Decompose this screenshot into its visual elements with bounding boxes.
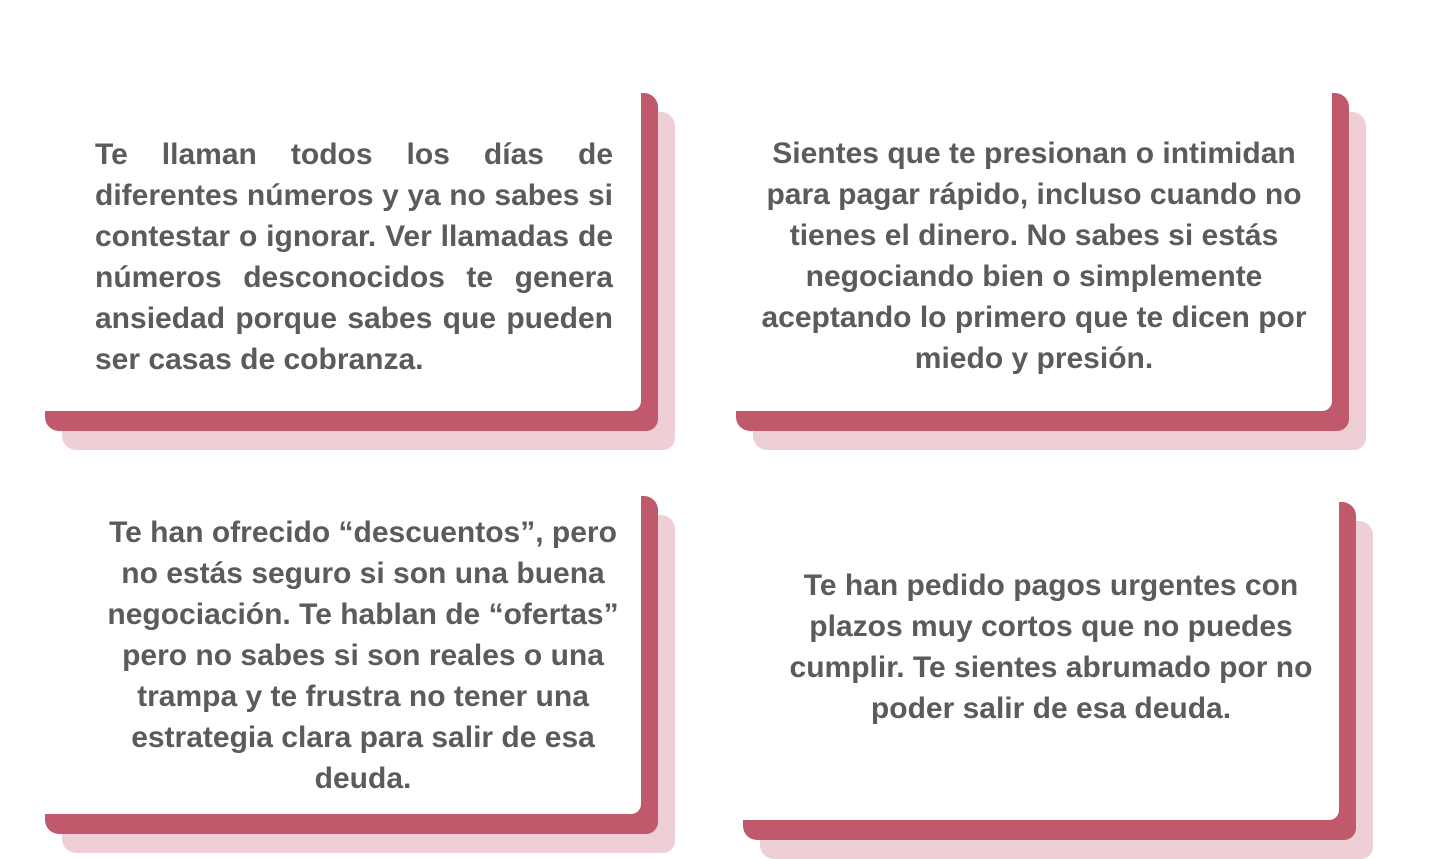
card-text: Te han pedido pagos urgentes con plazos muy cortos que no puedes cumplir. Te sientes abrumado por no poder salir de esa deuda. xyxy=(789,569,1313,725)
card-face xyxy=(45,496,641,814)
card-face xyxy=(743,502,1339,820)
card-text: Te han ofrecido “descuentos”, pero no estás seguro si son una buena negociación. Te hablan de “ofertas” pero no sabes si son reales o una trampa y te frustra no tener una estrategia clara para salir de esa deuda. xyxy=(107,515,619,795)
card-text: Sientes que te presionan o intimidan para pagar rápido, incluso cuando no tienes el dinero. No sabes si estás negociando bien o simplemente aceptando lo primero que te dicen por miedo y presión. xyxy=(761,137,1307,375)
card-face xyxy=(45,93,641,411)
card-face xyxy=(736,93,1332,411)
card-text: Te llaman todos los días de diferentes números y ya no sabes si contestar o ignorar. Ver llamadas de números desconocidos te genera ansiedad porque sabes que pueden ser casas de cobranza. xyxy=(95,138,613,376)
